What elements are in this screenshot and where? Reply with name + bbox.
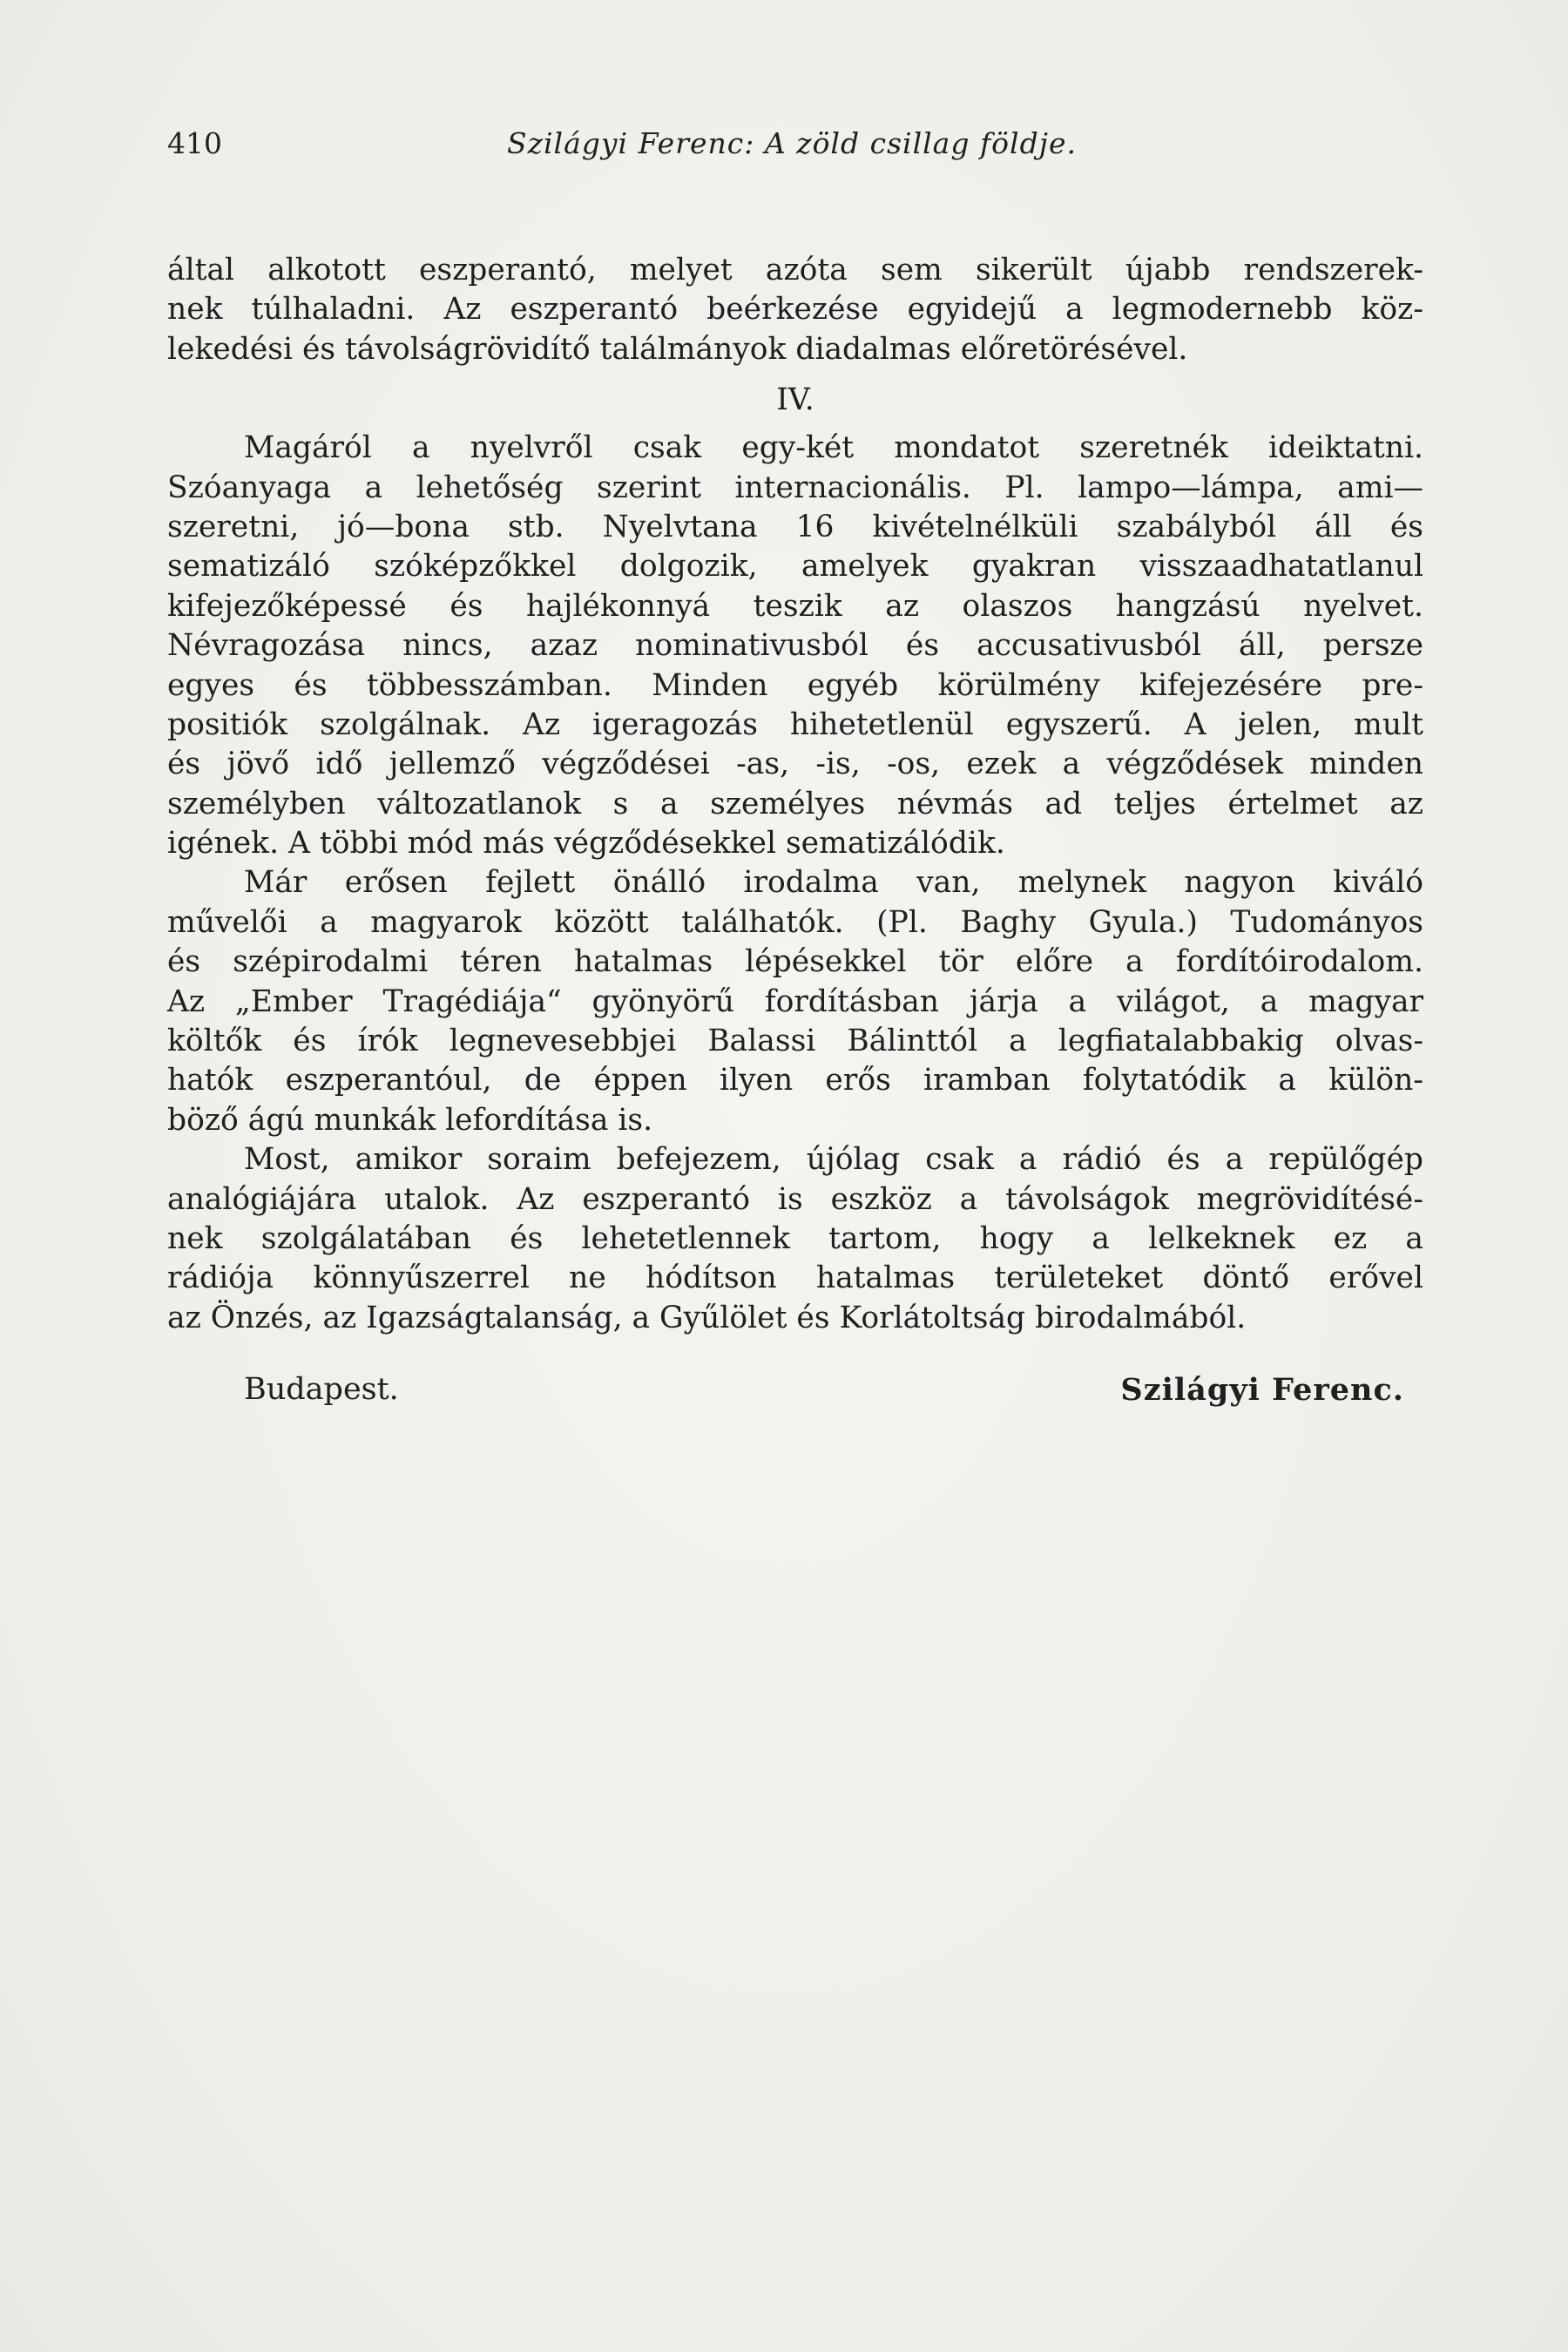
text-line: Az „Ember Tragédiája“ gyönyörű fordításban járja a világot, a magyar bbox=[167, 983, 1423, 1019]
text-line: hatók eszperantóul, de éppen ilyen erős iramban folytatódik a külön- bbox=[167, 1063, 1423, 1098]
signature-author: Szilágyi Ferenc. bbox=[1120, 1372, 1404, 1408]
text-line: lekedési és távolságrövidítő találmányok diadalmas előretörésével. bbox=[167, 331, 1188, 367]
signature-place: Budapest. bbox=[244, 1372, 399, 1407]
text-line: rádiója könnyűszerrel ne hódítson hatalmas területeket döntő erővel bbox=[167, 1260, 1423, 1296]
text-line: Szóanyaga a lehetőség szerint internacionális. Pl. lampo—lámpa, ami— bbox=[167, 470, 1423, 505]
section-heading: IV. bbox=[776, 382, 814, 418]
text-line: Névragozása nincs, azaz nominativusból és accusativusból áll, persze bbox=[167, 628, 1423, 664]
text-line: Magáról a nyelvről csak egy-két mondatot szeretnék ideiktatni. bbox=[244, 430, 1423, 466]
text-line: személyben változatlanok s a személyes névmás ad teljes értelmet az bbox=[167, 786, 1423, 821]
text-line: kifejezőképessé és hajlékonnyá teszik az olaszos hangzású nyelvet. bbox=[167, 588, 1423, 624]
text-line: művelői a magyarok között találhatók. (Pl. Baghy Gyula.) Tudományos bbox=[167, 904, 1423, 940]
text-line: és szépirodalmi téren hatalmas lépésekkel tör előre a fordítóirodalom. bbox=[167, 944, 1423, 980]
text-line: költők és írók legnevesebbjei Balassi Bálinttól a legfiatalabbakig olvas- bbox=[167, 1024, 1423, 1059]
page-header bbox=[167, 126, 1125, 179]
text-line: böző ágú munkák lefordítása is. bbox=[167, 1102, 653, 1138]
text-line: sematizáló szóképzőkkel dolgozik, amelyek gyakran visszaadhatatlanul bbox=[167, 549, 1423, 585]
text-line: igének. A többi mód más végződésekkel sematizálódik. bbox=[167, 826, 1005, 862]
text-line: Most, amikor soraim befejezem, újólag csak a rádió és a repülőgép bbox=[244, 1142, 1423, 1178]
paragraph-1 bbox=[167, 251, 1423, 369]
article-body bbox=[167, 251, 1423, 1338]
paragraph-4 bbox=[167, 1140, 1423, 1338]
paragraph-3 bbox=[167, 863, 1423, 1140]
text-line: egyes és többesszámban. Minden egyéb körülmény kifejezésére pre- bbox=[167, 667, 1423, 703]
signature-block bbox=[167, 1372, 1423, 1416]
text-line: és jövő idő jellemző végződései -as, -is, -os, ezek a végződések minden bbox=[167, 747, 1423, 782]
text-line: nek túlhaladni. Az eszperantó beérkezése egyidejű a legmodernebb köz- bbox=[167, 292, 1423, 328]
text-line: az Önzés, az Igazságtalanság, a Gyűlölet és Korlátoltság birodalmából. bbox=[167, 1300, 1247, 1335]
page-number: 410 bbox=[167, 126, 222, 160]
running-title: Szilágyi Ferenc: A zöld csillag földje. bbox=[507, 126, 1077, 160]
text-line: által alkotott eszperantó, melyet azóta sem sikerült újabb rendszerek- bbox=[167, 253, 1423, 287]
text-line: szeretni, jó—bona stb. Nyelvtana 16 kivételnélküli szabályból áll és bbox=[167, 509, 1423, 544]
text-line: analógiájára utalok. Az eszperantó is eszköz a távolságok megrövidítésé- bbox=[167, 1181, 1423, 1217]
paragraph-2 bbox=[167, 429, 1423, 863]
text-line: nek szolgálatában és lehetetlennek tartom, hogy a lelkeknek ez a bbox=[167, 1220, 1423, 1256]
text-line: positiók szolgálnak. Az igeragozás hihetetlenül egyszerű. A jelen, mult bbox=[167, 706, 1423, 742]
text-line: Már erősen fejlett önálló irodalma van, melynek nagyon kiváló bbox=[244, 865, 1423, 901]
